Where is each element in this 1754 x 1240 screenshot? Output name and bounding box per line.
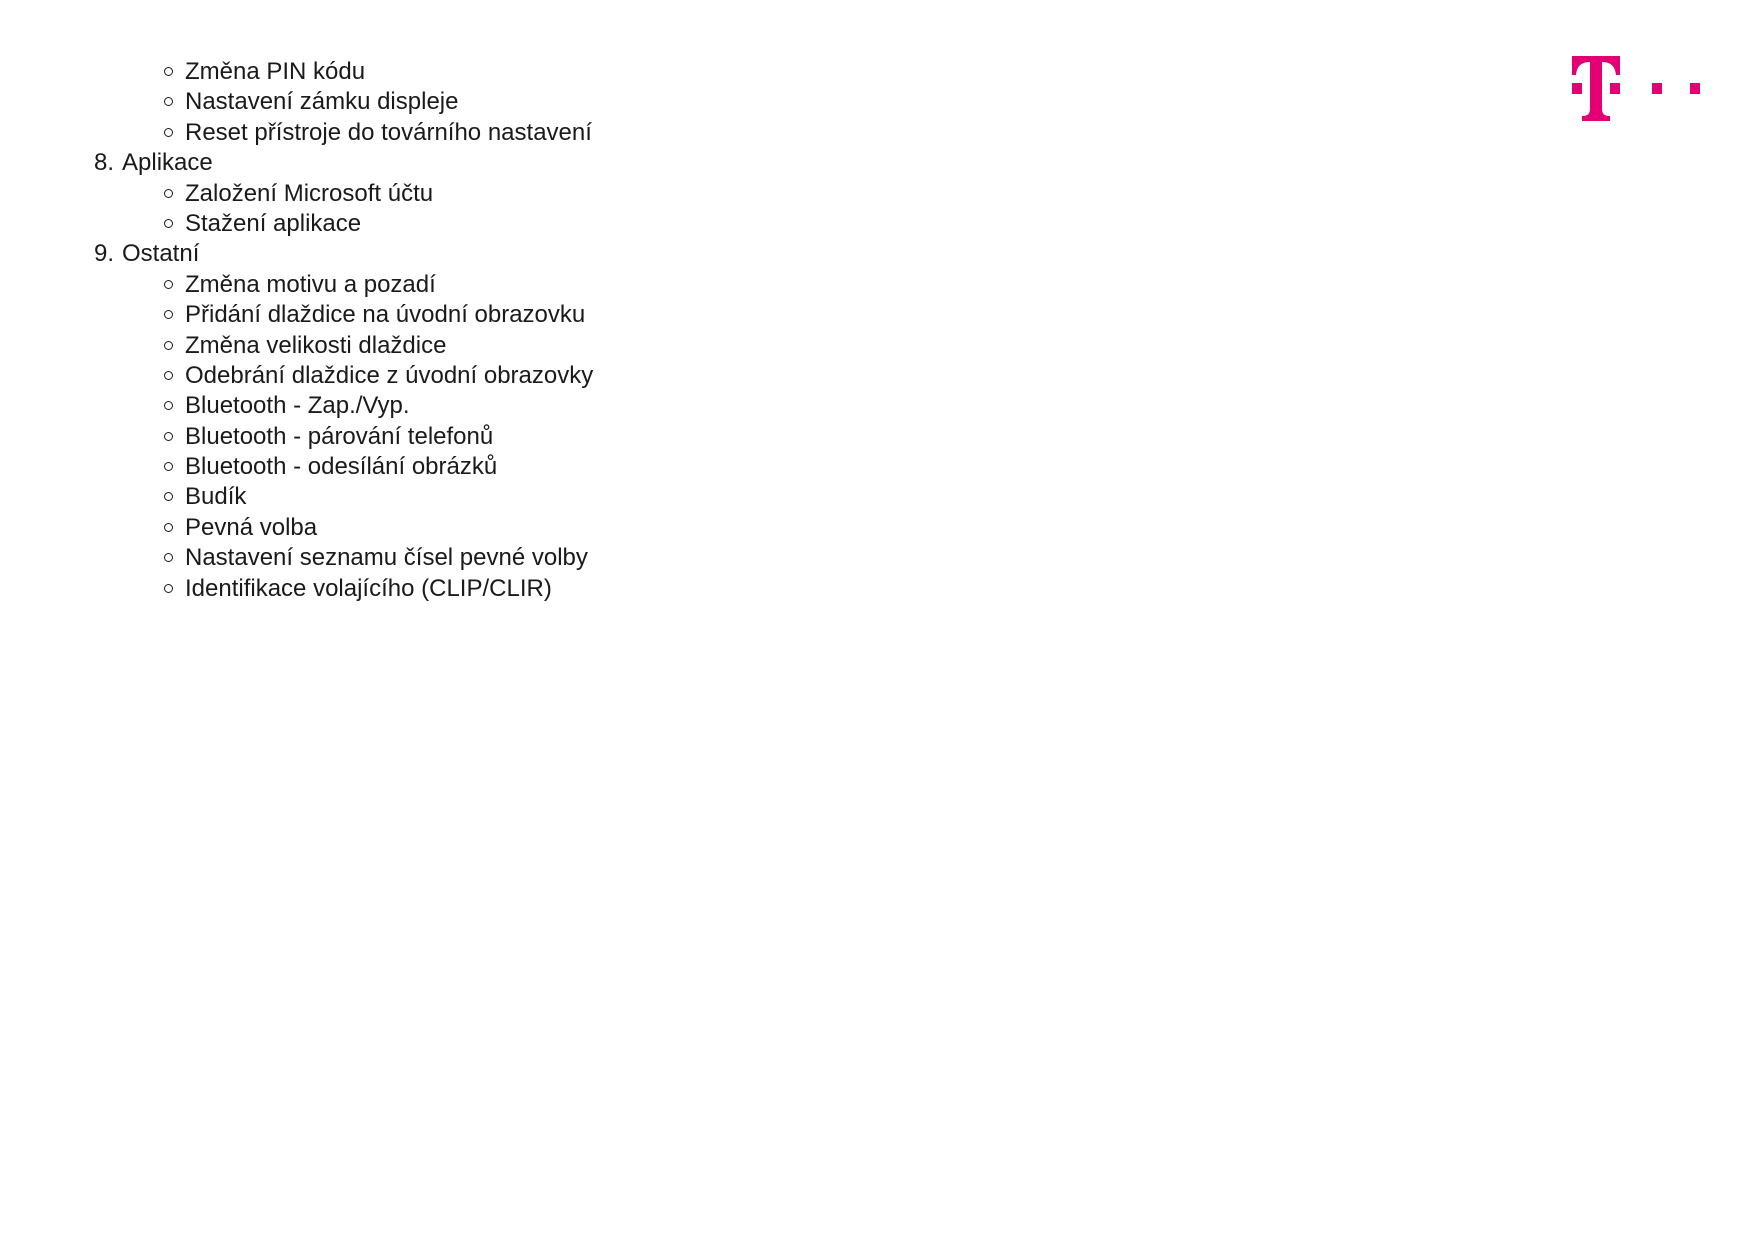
circle-bullet-icon — [164, 462, 173, 471]
list-item — [94, 391, 593, 421]
list-item — [94, 270, 593, 300]
list-item-label: Odebrání dlaždice z úvodní obrazovky — [185, 361, 594, 389]
list-item — [94, 422, 593, 452]
list-item-label: Přidání dlaždice na úvodní obrazovku — [185, 301, 586, 329]
circle-bullet-icon — [164, 492, 173, 501]
circle-bullet-icon — [164, 189, 173, 198]
list-item-label: Identifikace volajícího (CLIP/CLIR) — [185, 574, 552, 602]
list-item-label: Změna velikosti dlaždice — [185, 331, 447, 359]
list-item — [94, 331, 593, 361]
list-item-label: Bluetooth - párování telefonů — [185, 422, 494, 450]
circle-bullet-icon — [164, 310, 173, 319]
list-item-label: Změna motivu a pozadí — [185, 270, 436, 298]
circle-bullet-icon — [164, 432, 173, 441]
list-item — [94, 87, 593, 117]
list-item — [94, 57, 593, 87]
circle-bullet-icon — [164, 219, 173, 228]
list-item — [94, 118, 593, 148]
list-item-label: Bluetooth - Zap./Vyp. — [185, 392, 410, 420]
circle-bullet-icon — [164, 523, 173, 532]
section-heading-aplikace — [94, 148, 593, 178]
list-item-label: Založení Microsoft účtu — [185, 179, 434, 207]
circle-bullet-icon — [164, 401, 173, 410]
section-number: 9. — [94, 240, 115, 268]
circle-bullet-icon — [164, 584, 173, 593]
circle-bullet-icon — [164, 67, 173, 76]
list-item-label: Pevná volba — [185, 513, 318, 541]
list-item — [94, 543, 593, 573]
circle-bullet-icon — [164, 128, 173, 137]
table-of-contents — [94, 57, 593, 604]
list-item — [94, 361, 593, 391]
list-item — [94, 300, 593, 330]
list-item-label: Reset přístroje do továrního nastavení — [185, 118, 592, 146]
circle-bullet-icon — [164, 280, 173, 289]
circle-bullet-icon — [164, 371, 173, 380]
list-item-label: Budík — [185, 483, 247, 511]
list-item-label: Změna PIN kódu — [185, 58, 366, 85]
list-item-label: Stažení aplikace — [185, 209, 362, 237]
section-heading-ostatni — [94, 239, 593, 269]
list-item-label: Nastavení seznamu čísel pevné volby — [185, 544, 588, 572]
list-item-label: Nastavení zámku displeje — [185, 88, 459, 116]
telekom-logo-icon — [1572, 56, 1702, 122]
list-item — [94, 179, 593, 209]
list-item-label: Bluetooth - odesílání obrázků — [185, 453, 498, 481]
circle-bullet-icon — [164, 97, 173, 106]
list-item — [94, 482, 593, 512]
section-title: Ostatní — [122, 240, 200, 268]
section-number: 8. — [94, 149, 115, 177]
circle-bullet-icon — [164, 553, 173, 562]
list-item — [94, 452, 593, 482]
section-title: Aplikace — [122, 149, 213, 177]
circle-bullet-icon — [164, 341, 173, 350]
list-item — [94, 574, 593, 604]
list-item — [94, 513, 593, 543]
list-item — [94, 209, 593, 239]
